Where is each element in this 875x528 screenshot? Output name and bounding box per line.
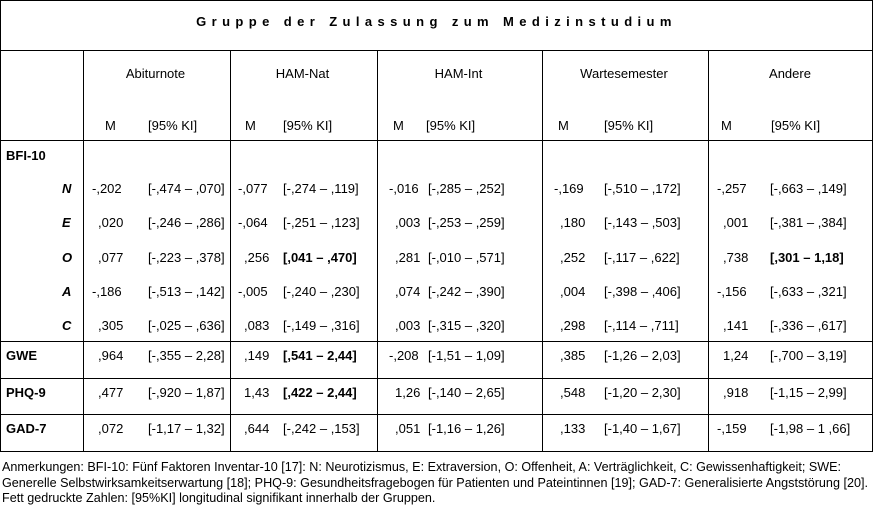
cell-mean: ,252 bbox=[560, 250, 586, 265]
row-label: O bbox=[62, 250, 73, 265]
cell-mean: ,548 bbox=[560, 385, 586, 400]
cell-ci: [-,025 – ,636] bbox=[148, 318, 225, 333]
cell-ci: [-,242 – ,390] bbox=[428, 284, 505, 299]
cell-ci: [-,474 – ,070] bbox=[148, 181, 225, 196]
cell-mean: -,016 bbox=[389, 181, 419, 196]
cell-mean: -,159 bbox=[717, 421, 747, 436]
group-header-wartesemester: Wartesemester bbox=[580, 66, 668, 81]
cell-ci: [-,143 – ,503] bbox=[604, 215, 681, 230]
cell-ci: [-,242 – ,153] bbox=[283, 421, 360, 436]
cell-mean: ,281 bbox=[395, 250, 421, 265]
cell-ci: [-,114 – ,711] bbox=[604, 318, 679, 333]
cell-mean: -,169 bbox=[554, 181, 584, 196]
cell-mean: ,180 bbox=[560, 215, 586, 230]
cell-ci: [-,920 – 1,87] bbox=[148, 385, 225, 400]
cell-ci: [-,510 – ,172] bbox=[604, 181, 681, 196]
col-rule bbox=[542, 50, 543, 451]
cell-mean: ,003 bbox=[395, 215, 421, 230]
cell-ci: [,301 – 1,18] bbox=[770, 250, 844, 265]
cell-ci: [-,336 – ,617] bbox=[770, 318, 847, 333]
cell-ci: [-,355 – 2,28] bbox=[148, 348, 225, 363]
table-notes: Anmerkungen: BFI-10: Fünf Faktoren Inventar-10 [17]: N: Neurotizismus, E: Extraversion, O: Offenheit, A: Verträglichkeit, C: Gewissenhaftigkeit; SWE: Generelle Selbstwirksamkeitserwartung [18]; PHQ-9: Gesundheitsfragebogen für Patienten und Pateintinnen [19]; GAD-7: Generalisierte Angststörung [20]. Fett gedruckte Zahlen: [95%KI] longitudinal signifikant innerhalb der Gruppen. bbox=[2, 460, 868, 506]
row-label: A bbox=[62, 284, 72, 299]
subheader-m: M bbox=[105, 118, 116, 133]
subheader-ki: [95% KI] bbox=[771, 118, 821, 133]
group-header-ham-nat: HAM-Nat bbox=[275, 66, 330, 81]
cell-ci: [,422 – 2,44] bbox=[283, 385, 357, 400]
cell-ci: [-,223 – ,378] bbox=[148, 250, 225, 265]
cell-ci: [-,315 – ,320] bbox=[428, 318, 505, 333]
cell-mean: -,077 bbox=[238, 181, 268, 196]
col-rule bbox=[230, 50, 231, 451]
cell-mean: -,186 bbox=[92, 284, 122, 299]
group-header-ham-int: HAM-Int bbox=[434, 66, 483, 81]
cell-ci: [-,117 – ,622] bbox=[604, 250, 680, 265]
cell-mean: ,083 bbox=[244, 318, 270, 333]
cell-mean: ,298 bbox=[560, 318, 586, 333]
cell-ci: [-1,51 – 1,09] bbox=[428, 348, 505, 363]
cell-mean: -,208 bbox=[389, 348, 419, 363]
cell-ci: [-1,16 – 1,26] bbox=[428, 421, 505, 436]
cell-mean: ,141 bbox=[723, 318, 749, 333]
row-label: N bbox=[62, 181, 72, 196]
subheader-ki: [95% KI] bbox=[148, 118, 198, 133]
cell-mean: ,001 bbox=[723, 215, 749, 230]
col-rule bbox=[708, 50, 709, 451]
cell-mean: ,077 bbox=[98, 250, 124, 265]
cell-ci: [-,633 – ,321] bbox=[770, 284, 847, 299]
cell-mean: 1,26 bbox=[395, 385, 421, 400]
rule-below-header bbox=[1, 140, 872, 141]
subheader-ki: [95% KI] bbox=[604, 118, 654, 133]
cell-mean: ,644 bbox=[244, 421, 270, 436]
cell-mean: 1,43 bbox=[244, 385, 270, 400]
row-label: PHQ-9 bbox=[6, 385, 46, 400]
col-rule bbox=[377, 50, 378, 451]
cell-mean: ,477 bbox=[98, 385, 124, 400]
section-label-bfi10: BFI-10 bbox=[6, 148, 46, 163]
cell-mean: ,256 bbox=[244, 250, 270, 265]
cell-ci: [-,246 – ,286] bbox=[148, 215, 225, 230]
subheader-ki: [95% KI] bbox=[283, 118, 333, 133]
cell-ci: [-,285 – ,252] bbox=[428, 181, 505, 196]
cell-ci: [,541 – 2,44] bbox=[283, 348, 357, 363]
cell-ci: [-1,98 – 1 ,66] bbox=[770, 421, 851, 436]
cell-mean: -,202 bbox=[92, 181, 122, 196]
subheader-m: M bbox=[393, 118, 404, 133]
cell-mean: ,072 bbox=[98, 421, 124, 436]
cell-ci: [-,253 – ,259] bbox=[428, 215, 505, 230]
cell-mean: ,020 bbox=[98, 215, 124, 230]
cell-ci: [-1,20 – 2,30] bbox=[604, 385, 681, 400]
cell-mean: -,005 bbox=[238, 284, 268, 299]
subheader-ki: [95% KI] bbox=[426, 118, 476, 133]
cell-ci: [-1,40 – 1,67] bbox=[604, 421, 681, 436]
group-header-abiturnote: Abiturnote bbox=[125, 66, 186, 81]
cell-ci: [-1,26 – 2,03] bbox=[604, 348, 681, 363]
cell-mean: ,051 bbox=[395, 421, 421, 436]
subheader-m: M bbox=[245, 118, 256, 133]
cell-mean: ,004 bbox=[560, 284, 586, 299]
cell-mean: -,156 bbox=[717, 284, 747, 299]
cell-ci: [-,274 – ,119] bbox=[283, 181, 359, 196]
cell-mean: ,385 bbox=[560, 348, 586, 363]
cell-ci: [-,381 – ,384] bbox=[770, 215, 847, 230]
cell-ci: [-1,17 – 1,32] bbox=[148, 421, 225, 436]
cell-mean: ,738 bbox=[723, 250, 749, 265]
group-header-andere: Andere bbox=[769, 66, 811, 81]
cell-mean: -,257 bbox=[717, 181, 747, 196]
rule-below-phq bbox=[1, 414, 872, 415]
cell-mean: ,149 bbox=[244, 348, 270, 363]
cell-ci: [-,251 – ,123] bbox=[283, 215, 360, 230]
col-rule bbox=[83, 50, 84, 451]
cell-ci: [-,513 – ,142] bbox=[148, 284, 225, 299]
cell-mean: 1,24 bbox=[723, 348, 749, 363]
cell-mean: ,305 bbox=[98, 318, 124, 333]
cell-mean: ,918 bbox=[723, 385, 749, 400]
rule-below-title bbox=[1, 50, 872, 51]
rule-below-bfi bbox=[1, 341, 872, 342]
cell-ci: [-,149 – ,316] bbox=[283, 318, 360, 333]
cell-ci: [,041 – ,470] bbox=[283, 250, 357, 265]
cell-ci: [-,240 – ,230] bbox=[283, 284, 360, 299]
row-label: GAD-7 bbox=[6, 421, 47, 436]
cell-ci: [-1,15 – 2,99] bbox=[770, 385, 847, 400]
cell-mean: -,064 bbox=[238, 215, 268, 230]
table-title: Gruppe der Zulassung zum Medizinstudium bbox=[196, 14, 677, 29]
cell-mean: ,074 bbox=[395, 284, 421, 299]
row-label: E bbox=[62, 215, 71, 230]
cell-ci: [-,700 – 3,19] bbox=[770, 348, 847, 363]
subheader-m: M bbox=[721, 118, 732, 133]
cell-ci: [-,140 – 2,65] bbox=[428, 385, 505, 400]
cell-ci: [-,398 – ,406] bbox=[604, 284, 681, 299]
cell-mean: ,003 bbox=[395, 318, 421, 333]
rule-below-gwe bbox=[1, 378, 872, 379]
cell-ci: [-,010 – ,571] bbox=[428, 250, 505, 265]
row-label: GWE bbox=[6, 348, 38, 363]
row-label: C bbox=[62, 318, 72, 333]
cell-ci: [-,663 – ,149] bbox=[770, 181, 847, 196]
subheader-m: M bbox=[558, 118, 569, 133]
cell-mean: ,133 bbox=[560, 421, 586, 436]
cell-mean: ,964 bbox=[98, 348, 124, 363]
